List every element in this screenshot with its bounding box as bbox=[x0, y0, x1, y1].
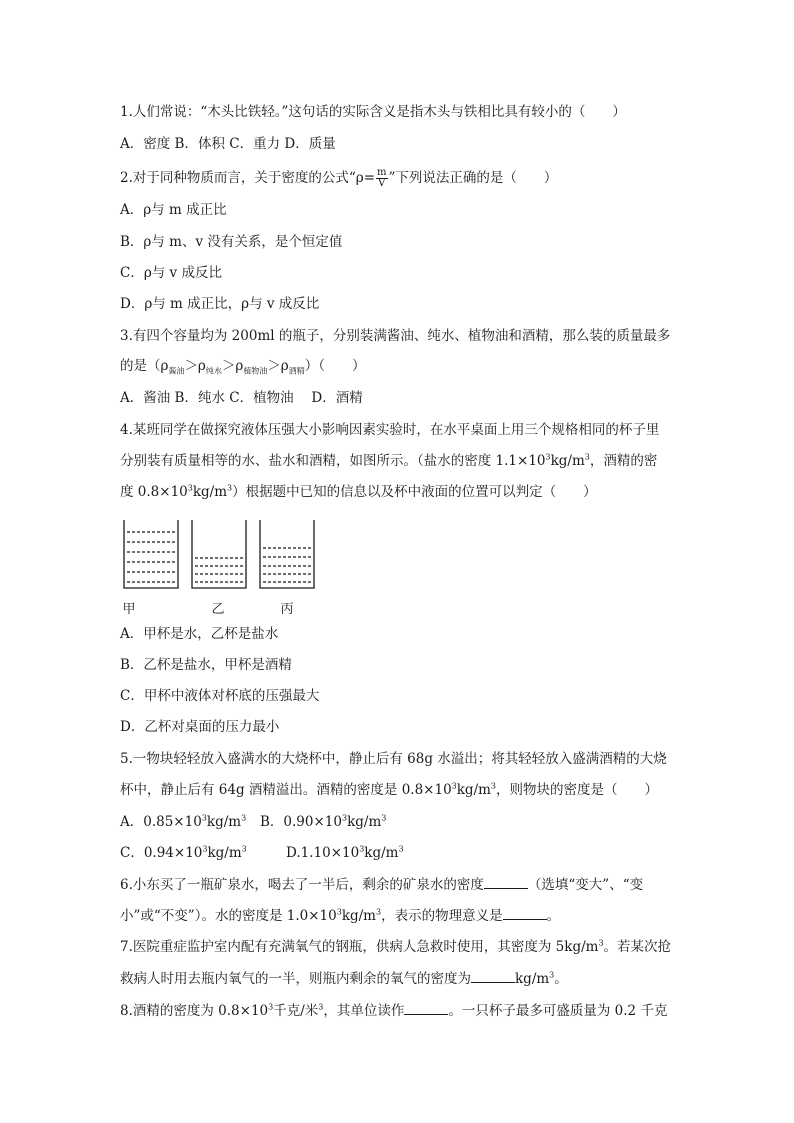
q5-text: kg/m bbox=[207, 845, 242, 861]
q4-option-d: D．乙杯对桌面的压力最小 bbox=[120, 719, 280, 735]
superscript: 3 bbox=[227, 483, 233, 493]
q1-stem: 1.人们常说：“木头比铁轻。”这句话的实际含义是指木头与铁相比具有较小的（ ） bbox=[120, 104, 626, 120]
superscript: 3 bbox=[187, 483, 193, 493]
q5-stem-line1: 5.一物块轻轻放入盛满水的大烧杯中，静止后有 68g 水溢出；将其轻轻放入盛满酒精的大烧 bbox=[120, 751, 667, 767]
answer-blank[interactable] bbox=[503, 905, 547, 920]
q5-text: 杯中，静止后有 64g 酒精溢出。酒精的密度是 0.8×10 bbox=[120, 782, 452, 798]
q1-options: A．密度 B．体积 C．重力 D．质量 bbox=[120, 136, 336, 152]
cup-bing bbox=[260, 520, 314, 588]
q7-stem-line1 bbox=[120, 937, 671, 957]
q2-option-d: D．ρ与 m 成正比，ρ与 v 成反比 bbox=[120, 296, 320, 312]
q2-option-b: B．ρ与 m、v 没有关系，是个恒定值 bbox=[120, 234, 343, 250]
fraction-denominator: V bbox=[378, 178, 386, 189]
answer-blank[interactable] bbox=[484, 874, 528, 889]
superscript: 3 bbox=[451, 781, 457, 791]
q5-text: kg/m bbox=[347, 814, 382, 830]
q5-text: kg/m bbox=[364, 845, 399, 861]
cups-figure bbox=[120, 516, 320, 616]
q4-text: kg/m bbox=[192, 484, 228, 500]
q2-stem-a: 2.对于同种物质而言，关于密度的公式“ρ= bbox=[120, 170, 376, 186]
q8-text: 。一只杯子最多可盛质量为 0.2 千克 bbox=[448, 1003, 668, 1019]
q5-text: C．0.94×10 bbox=[120, 845, 203, 861]
q2-option-a: A．ρ与 m 成正比 bbox=[120, 202, 227, 218]
superscript: 3 bbox=[241, 844, 247, 854]
q4-text: kg/m bbox=[550, 453, 585, 469]
superscript: 3 bbox=[398, 844, 404, 854]
q5-text: kg/m bbox=[206, 814, 242, 830]
cups-illustration bbox=[120, 516, 320, 598]
superscript: 3 bbox=[341, 813, 348, 823]
cup-label-bing: 丙 bbox=[280, 602, 294, 617]
q7-text: 。若某次抢 bbox=[603, 939, 672, 955]
q4-option-a: A．甲杯是水，乙杯是盐水 bbox=[120, 626, 279, 642]
q5-text: kg/m bbox=[456, 782, 491, 798]
q5-stem-line2 bbox=[120, 780, 658, 800]
q8-text: 千克/米 bbox=[273, 1003, 319, 1019]
q3-options: A．酱油 B．纯水 C．植物油 D．酒精 bbox=[120, 390, 363, 406]
superscript: 3 bbox=[381, 813, 387, 823]
q2-option-c: C．ρ与 v 成反比 bbox=[120, 265, 222, 281]
cup-label-yi: 乙 bbox=[211, 602, 225, 617]
subscript: 酱油 bbox=[168, 366, 185, 376]
q4-text: ）根据题中已知的信息以及杯中液面的位置可以判定（ ） bbox=[232, 484, 597, 500]
superscript: 3 bbox=[545, 452, 551, 462]
q5-text: B．0.90×10 bbox=[260, 814, 342, 830]
q3-text: 的是（ρ bbox=[120, 358, 169, 374]
q2-stem bbox=[120, 168, 557, 189]
q3-text: ＞ρ bbox=[184, 358, 206, 374]
q3-text: ＞ρ bbox=[267, 358, 289, 374]
q5-option-d bbox=[286, 843, 404, 863]
q6-stem-line2 bbox=[120, 905, 560, 926]
q8-text: 8.酒精的密度为 0.8×10 bbox=[120, 1003, 269, 1019]
answer-blank[interactable] bbox=[404, 1000, 448, 1015]
superscript: 3 bbox=[584, 452, 590, 462]
q4-text: ，酒精的密 bbox=[589, 453, 658, 469]
q4-text: 度 0.8×10 bbox=[120, 484, 188, 500]
density-fraction bbox=[376, 168, 387, 189]
superscript: 3 bbox=[201, 813, 207, 823]
q8-stem-line1 bbox=[120, 1000, 667, 1021]
superscript: 3 bbox=[490, 781, 497, 791]
q4-text: 分别装有质量相等的水、盐水和酒精，如图所示。（盐水的密度 1.1×10 bbox=[120, 453, 546, 469]
answer-blank[interactable] bbox=[471, 968, 515, 983]
q3-stem-line2 bbox=[120, 356, 366, 376]
q6-stem-line1 bbox=[120, 874, 643, 895]
q8-text: ，其单位读作 bbox=[323, 1003, 405, 1019]
q2-stem-b: ”下列说法正确的是（ ） bbox=[388, 170, 558, 186]
q5-text: D.1.10×10 bbox=[286, 845, 360, 861]
q3-text: ＞ρ bbox=[221, 358, 244, 374]
q4-option-c: C．甲杯中液体对杯底的压强最大 bbox=[120, 688, 320, 704]
superscript: 3 bbox=[241, 813, 247, 823]
superscript: 3 bbox=[375, 907, 382, 917]
cup-label-jia: 甲 bbox=[122, 602, 136, 617]
superscript: 3 bbox=[318, 1002, 324, 1012]
superscript: 3 bbox=[202, 844, 208, 854]
q6-text: 。 bbox=[546, 908, 561, 924]
q4-option-b: B．乙杯是盐水，甲杯是酒精 bbox=[120, 657, 292, 673]
q5-option-b bbox=[260, 812, 386, 832]
q5-option-c bbox=[120, 843, 247, 863]
cup-yi bbox=[192, 520, 246, 588]
q7-text: 。 bbox=[554, 971, 568, 987]
q4-stem-line1: 4.某班同学在做探究液体压强大小影响因素实验时，在水平桌面上用三个规格相同的杯子里 bbox=[120, 422, 660, 438]
q3-stem-line1: 3.有四个容量均为 200ml 的瓶子，分别装满酱油、纯水、植物油和酒精，那么装的质量最多 bbox=[120, 328, 671, 344]
subscript: 酒精 bbox=[288, 366, 305, 376]
q5-text: A．0.85×10 bbox=[120, 814, 202, 830]
q6-text: kg/m bbox=[341, 908, 376, 924]
q4-stem-line3 bbox=[120, 482, 597, 502]
superscript: 3 bbox=[336, 907, 342, 917]
q7-text: kg/m bbox=[515, 971, 550, 987]
cup-jia bbox=[124, 520, 178, 588]
superscript: 3 bbox=[359, 844, 365, 854]
q4-stem-line2 bbox=[120, 451, 657, 471]
q5-option-a bbox=[120, 812, 246, 832]
q5-text: ，则物块的密度是（ ） bbox=[496, 782, 659, 798]
q6-text: 小”或“不变”）。水的密度是 1.0×10 bbox=[120, 908, 337, 924]
fraction-numerator: m bbox=[377, 167, 387, 178]
q7-text: 7.医院重症监护室内配有充满氧气的钢瓶，供病人急救时使用，其密度为 5kg/m bbox=[120, 939, 599, 955]
q3-text: ）（ ） bbox=[304, 358, 366, 374]
q6-text: （选填“变大”、“变 bbox=[527, 877, 644, 893]
superscript: 3 bbox=[598, 938, 604, 948]
superscript: 3 bbox=[549, 970, 555, 980]
q7-text: 救病人时用去瓶内氧气的一半，则瓶内剩余的氧气的密度为 bbox=[120, 971, 471, 987]
subscript: 纯水 bbox=[205, 366, 222, 376]
q7-stem-line2 bbox=[120, 968, 568, 989]
q6-text: ，表示的物理意义是 bbox=[381, 908, 503, 924]
superscript: 3 bbox=[268, 1002, 274, 1012]
subscript: 植物油 bbox=[243, 366, 268, 376]
q6-text: 6.小东买了一瓶矿泉水，喝去了一半后，剩余的矿泉水的密度 bbox=[120, 877, 484, 893]
